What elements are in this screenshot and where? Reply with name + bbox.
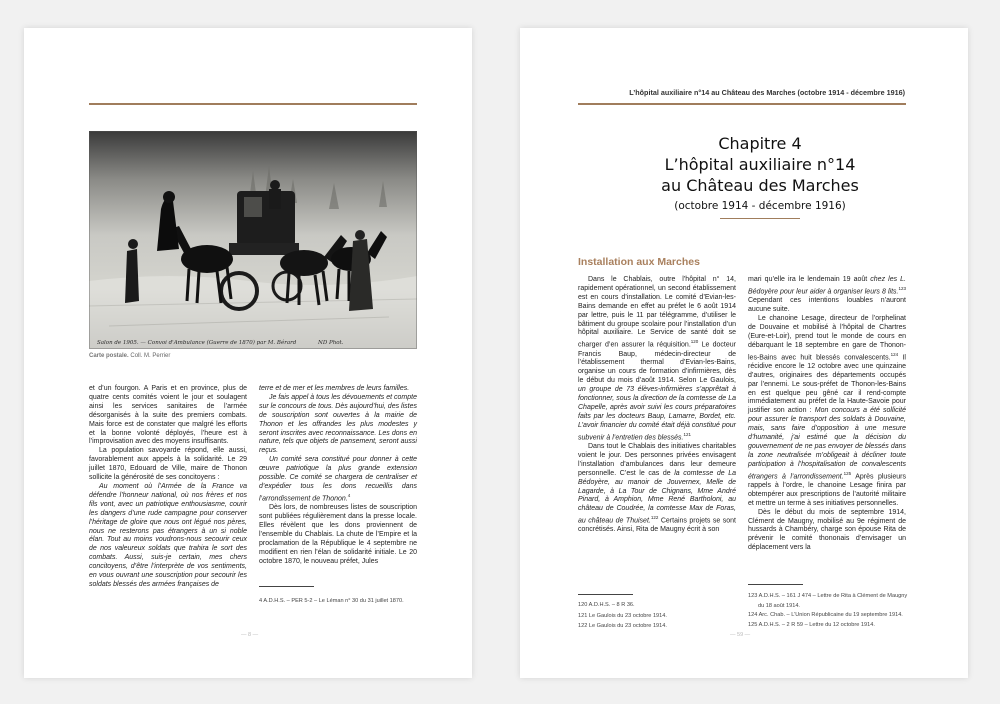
footnote-ref: 122 — [650, 515, 659, 521]
postcard-photo — [89, 131, 417, 349]
footnotes-right — [748, 592, 907, 630]
chapter-rule — [720, 218, 800, 219]
footnote: 4 A.D.H.S. – PER 5-2 – Le Léman n° 30 du 31 juillet 1870. — [259, 598, 404, 604]
right-page — [520, 28, 968, 678]
text: Dans tout le Chablais des initiatives charitables voient le jour. Des personnes privées envisagent l’installation d’ambulances dans leur demeure personnelle. C’est le cas de — [578, 442, 736, 477]
caption-label: Carte postale. — [89, 353, 129, 359]
quote-text: Un comité sera constitué pour donner à cette œuvre patriotique la plus grande extension possible. Ce comité se chargera de centraliser et d’expédier tous les dons recueillis dans l’arrondissement de Thonon. — [259, 456, 417, 503]
quote-paragraph: Je fais appel à tous les dévouements et compte sur le concours de tous. Dès aujourd’hui, des listes de souscription sont ouvertes à la mairie de Thonon et les offrandes les plus modestes y seront inscrites avec reconnaissance. Les dons en nature, tels que objets de pansement, seront aussi reçus. — [259, 393, 417, 455]
footnote-ref: 120 — [690, 339, 699, 345]
footnote: 122 Le Gaulois du 23 octobre 1914. — [578, 623, 667, 629]
footnotes — [259, 596, 404, 607]
left-column-1 — [89, 385, 247, 590]
caption-credit: Coll. M. Perrier — [130, 353, 171, 359]
footnote: 120 A.D.H.S. – 8 R 36. — [578, 602, 635, 608]
footnote-ref: 124 — [890, 351, 899, 357]
footnote: 124 Arc. Chab. – L’Union Républicaine du 19 septembre 1914. — [748, 612, 903, 618]
figure-caption — [89, 353, 170, 359]
quote-text: Mon concours a été sollicité pour assurer le transport des soldats à Douvaine, mais, sans faire d’opposition à une mesure d’humanité, j’ai estimé que la décision du gouvernement de ne pas envoyer de blessés dans la zone neutralisée m’obligeait à décliner toute participation à l’hospitalisation de convalescents étrangers à l’arrondissement. — [748, 407, 906, 481]
paragraph — [748, 315, 906, 509]
text: Le chanoine Lesage, directeur de l’orphelinat de Douvaine et mobilisé à l’hôpital de Chartres (Eure-et-Loir), prend tout le monde de cours en débarquant le 18 septembre en gare de Thonon-les-Bains avec huit blessés convalescents. — [748, 314, 906, 361]
paragraph: terre et de mer et les membres de leurs familles. — [259, 385, 410, 392]
paragraph: Dès lors, de nombreuses listes de souscription sont publiées régulièrement dans la presse locale. Elles révèlent que les dons proviennent de l’ensemble du Chablais. La chute de l’Empire et la proclamation de la République le 4 septembre ne modifient en rien l’élan de solidarité initiale. Le 20 octobre 1870, le nouveau préfet, Jules — [259, 504, 417, 565]
footnote-rule — [748, 584, 803, 585]
top-rule — [89, 103, 417, 105]
right-column-2 — [748, 276, 906, 553]
paragraph — [578, 276, 736, 443]
chapter-number: Chapitre 4 — [718, 134, 802, 153]
text: Dans le Chablais, outre l’hôpital n° 14, rapidement opérationnel, un second établissement est en cours d’installation. Le comité d’Evian-les-Bains demande en effet au préfet le 6 août 1914 par lettre, puis le 11 par télégramme, d’utiliser le bâtiment du groupe scolaire pour l’installation d’un hôpital auxiliaire. Le Service de santé doit se charger d’en assurer la réquisition. — [578, 276, 736, 349]
page-number: — 59 — — [730, 632, 751, 638]
footnote: 125 A.D.H.S. – 2 R 59 – Lettre du 12 octobre 1914. — [748, 621, 875, 628]
text: Cependant ces intentions louables n’auront aucune suite. — [748, 297, 906, 314]
footnote-ref: 4 — [347, 492, 351, 498]
right-column-1 — [578, 276, 736, 535]
text: Certains projets se sont concrétisés. Ainsi, Rita de Maugny écrit à son — [578, 517, 736, 534]
footnote-ref: 121 — [683, 431, 691, 437]
paragraph: et d’un fourgon. A Paris et en province, plus de quatre cents comités voient le jour et soulagent ainsi les services sanitaires de l’armée désorganisés à la suite des premiers combats. Mais force est de constater que malgré les efforts et la bonne volonté déployés, l’heure est à l’improvisation avec des moyens insuffisants. — [89, 385, 247, 446]
quote-paragraph — [259, 456, 417, 504]
text: Après plusieurs rappels à l’ordre, le chanoine Lesage finira par obtempérer aux prescriptions de l’autorité militaire et mettre un terme à ses initiatives personnelles. — [748, 473, 906, 507]
quote-text: chez les L. Bédoyère pour leur aider à organiser leurs 8 lits. — [748, 276, 906, 296]
running-head: L’hôpital auxiliaire n°14 au Château des Marches (octobre 1914 - décembre 1916) — [629, 88, 905, 97]
footnotes-left — [578, 574, 667, 632]
paragraph — [748, 276, 906, 315]
text: mari qu’elle ira le lendemain 19 août — [748, 276, 871, 283]
footnote: 121 Le Gaulois du 23 octobre 1914. — [578, 612, 667, 619]
quote-text: un groupe de 73 élèves-infirmières s’apprêtait à fonctionner, sous la direction de la comtesse de La Chapelle, après avoir suivi les cours préparatoires faits par les docteurs Baup, Lamarre, Bordet, etc. L’avoir financier du comité était déjà constitué pour subvenir à l’entretien des blessés. — [578, 386, 736, 442]
footnote: du 18 août 1914. — [758, 602, 800, 609]
paragraph: Dès le début du mois de septembre 1914, Clément de Maugny, mobilisé au 9e régiment de hussards à Chambéry, charge son épouse Rita de prévenir le comité thononais d’envisager un déplacement vers la — [748, 508, 906, 552]
text: Il récidive encore le 12 octobre avec une quinzaine d’autres, originaires des départements occupés par l’ennemi. Le sous-préfet de Thonon-les-Bains en est quelque peu gêné car il rend-compte immédiatement au préfet de la Haute-Savoie pour justifier son action : — [748, 353, 906, 415]
chapter-dates: (octobre 1914 - décembre 1916) — [674, 200, 846, 212]
page-number: — 8 — — [241, 632, 259, 638]
footnote-ref: 123 — [898, 285, 906, 291]
footnote: 123 A.D.H.S. – 161 J 474 – Lettre de Rita à Clément de Maugny — [748, 593, 908, 599]
chapter-title-line: L’hôpital auxiliaire n°14 — [664, 155, 856, 174]
photo-caption-text: Salon de 1905. — Convoi d'Ambulance (Guerre de 1870) par M. Bérard — [97, 340, 297, 346]
footnote-rule — [259, 586, 314, 587]
paragraph — [578, 443, 736, 535]
footnote-ref: 125 — [843, 470, 852, 476]
text: Le docteur Francis Baup, médecin-directeur de l’établissement thermal d’Evian-les-Bains, organise un cours de formation d’infirmières, dès le début du mois d’août 1914. Selon Le Gaulois, — [578, 341, 736, 385]
left-column-2 — [259, 385, 417, 566]
quote-text: la comtesse de La Bédoyère, au manoir de Jouvernex, Melle de Lagarde, à La Tour de Chignans, Mme André Pinard, à Amphion, Mme René Bartholoni, au château de Coudrée, la comtesse Max de Foras, au château de Thuiset. — [578, 469, 736, 525]
left-page — [24, 28, 472, 678]
photo-caption-credit: ND Phot. — [318, 340, 344, 346]
top-rule — [578, 103, 906, 105]
paragraph: La population savoyarde répond, elle aussi, favorablement aux appels à la solidarité. Le 29 juillet 1870, Edouard de Ville, maire de Thonon sollicite la générosité de ses concitoyens : — [89, 447, 247, 482]
quote-paragraph: Au moment où l’Armée de la France va défendre l’honneur national, où nos frères et nos fils vont, avec un patriotique enthousiasme, courir les dangers d’une rude campagne pour conserver l’héritage de gloire que nous ont légué nos pères, nous ne resterons pas étrangers à un si noble élan. Tout au moins voudrons-nous secourir ceux de nos valeureux soldats que trahira le sort des combats. Aussi, suis-je certain, mes chers concitoyens, d’être l’interprète de vos sentiments, en vous ouvrant une souscription pour secourir les soldats blessés des armées françaises de — [89, 482, 247, 588]
photo-caption — [97, 340, 344, 346]
ambulance-convoy-illustration — [89, 131, 417, 349]
section-title: Installation aux Marches — [578, 256, 700, 268]
chapter-title-line: au Château des Marches — [661, 176, 859, 195]
